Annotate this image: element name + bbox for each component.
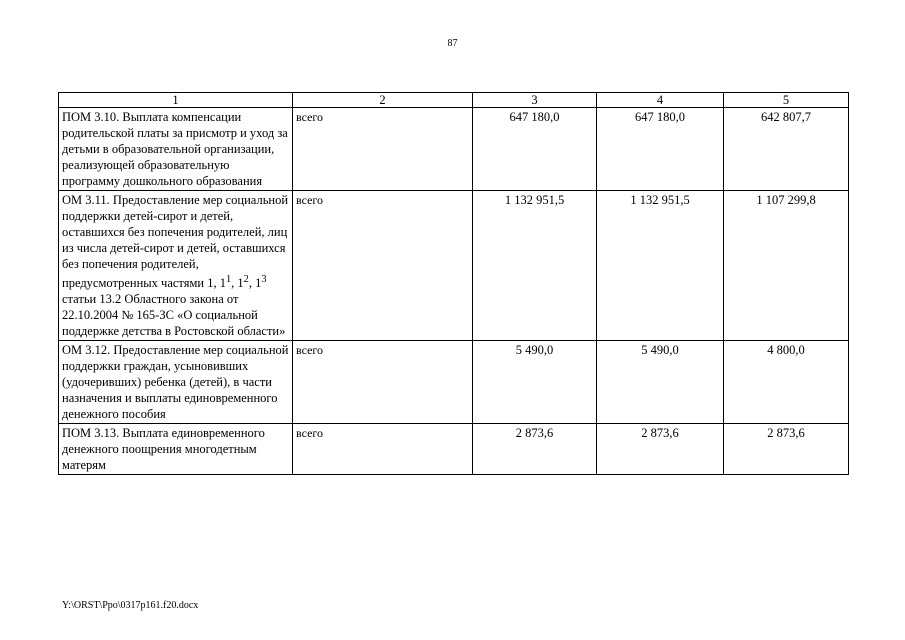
table-row [59, 108, 849, 191]
row-name-part1: ОМ 3.11. Предоставление мер социальной поддержки детей-сирот и детей, оставшихся без попечения родителей, лиц из числа детей-сирот и детей, оставшихся без попечения родителей, предусмотренных частями 1, 1 [62, 193, 289, 291]
column-header-1: 1 [59, 93, 293, 108]
table-header-row [59, 93, 849, 108]
row-value-col4: 2 873,6 [597, 424, 724, 475]
row-value-col3: 647 180,0 [473, 108, 597, 191]
row-name: ОМ 3.12. Предоставление мер социальной поддержки граждан, усыновивших (удочеривших) ребенка (детей), в части назначения и выплаты единовременного денежного пособия [59, 341, 293, 424]
row-value-col4: 1 132 951,5 [597, 191, 724, 341]
footer-file-path: Y:\ORST\Ppo\0317p161.f20.docx [62, 600, 199, 611]
table-row [59, 341, 849, 424]
row-type: всего [293, 108, 473, 191]
row-name [59, 191, 293, 341]
row-value-col5: 642 807,7 [724, 108, 849, 191]
row-name: ПОМ 3.13. Выплата единовременного денежного поощрения многодетным матерям [59, 424, 293, 475]
separator: , 1 [231, 276, 244, 291]
superscript: 1 [225, 274, 232, 285]
superscript: 3 [261, 274, 267, 285]
page-number: 87 [447, 38, 458, 49]
row-value-col3: 5 490,0 [473, 341, 597, 424]
row-value-col4: 5 490,0 [597, 341, 724, 424]
column-header-4: 4 [597, 93, 724, 108]
superscript: 2 [243, 274, 249, 285]
row-type: всего [293, 424, 473, 475]
row-name-part2: статьи 13.2 Областного закона от 22.10.2004 № 165-ЗС «О социальной поддержке детства в Ростовской области» [62, 292, 286, 339]
column-header-3: 3 [473, 93, 597, 108]
table-row [59, 191, 849, 341]
separator: , 1 [248, 276, 262, 291]
row-value-col3: 2 873,6 [473, 424, 597, 475]
row-value-col4: 647 180,0 [597, 108, 724, 191]
table-row [59, 424, 849, 475]
row-value-col5: 4 800,0 [724, 341, 849, 424]
report-table [58, 92, 849, 475]
row-name: ПОМ 3.10. Выплата компенсации родительской платы за присмотр и уход за детьми в образовательной организации, реализующей образовательную программу дошкольного образования [59, 108, 293, 191]
row-value-col5: 1 107 299,8 [724, 191, 849, 341]
row-value-col5: 2 873,6 [724, 424, 849, 475]
row-type: всего [293, 341, 473, 424]
column-header-5: 5 [724, 93, 849, 108]
column-header-2: 2 [293, 93, 473, 108]
row-type: всего [293, 191, 473, 341]
row-value-col3: 1 132 951,5 [473, 191, 597, 341]
